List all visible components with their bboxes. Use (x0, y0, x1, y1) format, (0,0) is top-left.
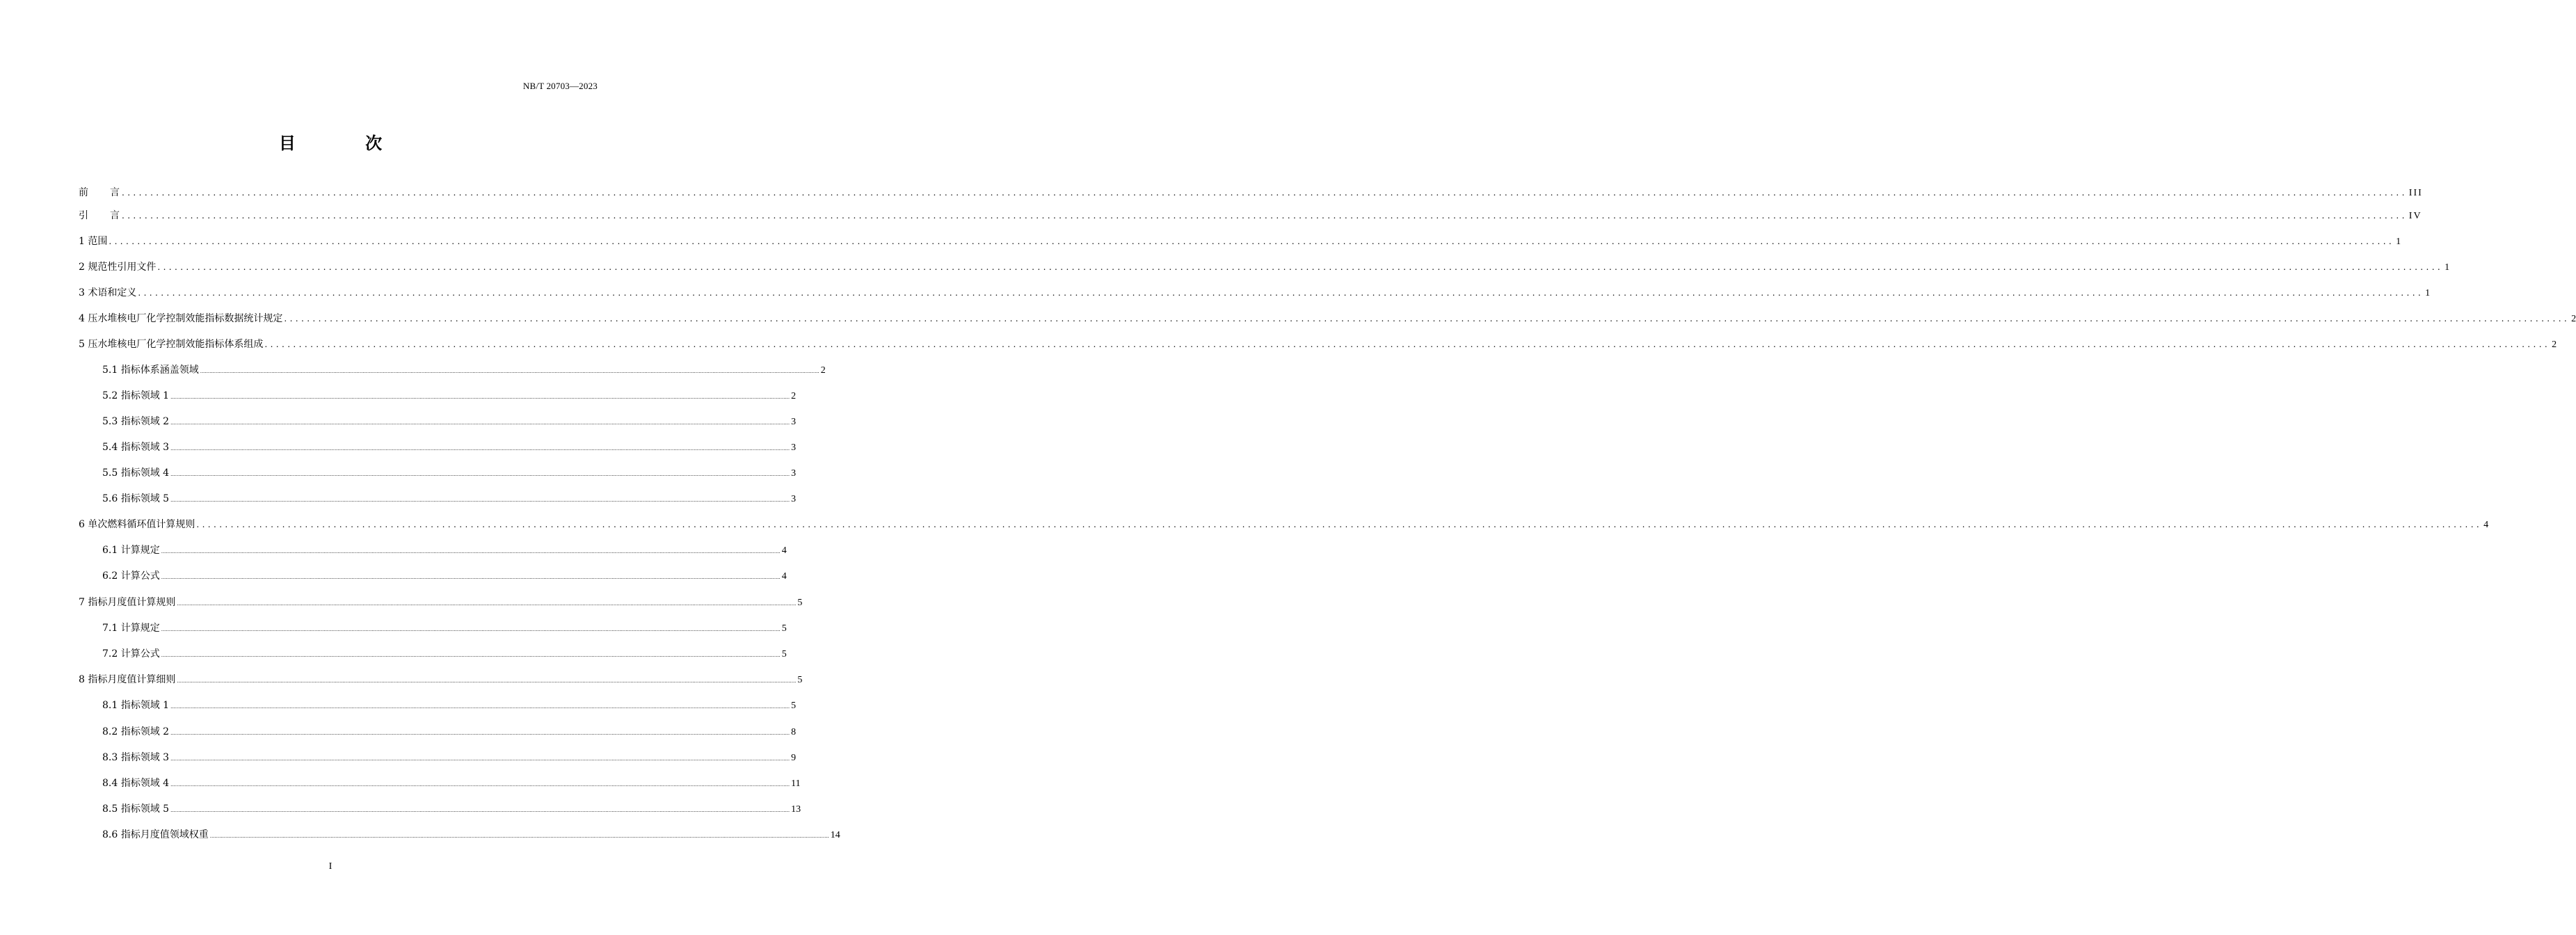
toc-dot-leader: ................................................................................................................................................................................................................................................................................................................................................................................................................ (170, 782, 790, 788)
toc-dot-leader: ................................................................................................................................................................................................................................................................................................................................................................................................................ (170, 394, 790, 400)
toc-entry[interactable] (102, 491, 797, 508)
toc-dot-leader: ................................................................................................................................................................................................................................................................................................................................................................................................................ (109, 237, 2395, 246)
toc-entry-page: 2 (820, 365, 826, 376)
toc-dot-leader: ................................................................................................................................................................................................................................................................................................................................................................................................................ (284, 314, 2570, 323)
toc-entry-page: 4 (781, 545, 787, 556)
toc-entry[interactable] (102, 750, 797, 767)
toc-entry[interactable] (79, 337, 2557, 353)
toc-entry[interactable] (102, 388, 797, 405)
toc-dot-leader: ................................................................................................................................................................................................................................................................................................................................................................................................................ (170, 730, 790, 736)
toc-entry-label: 5 压水堆核电厂化学控制效能指标体系组成 (79, 339, 264, 350)
toc-entry-label: 引 言 (79, 210, 120, 221)
toc-dot-leader: ................................................................................................................................................................................................................................................................................................................................................................................................................ (177, 678, 797, 684)
toc-entry-label: 5.4 指标领域 3 (102, 442, 170, 453)
toc-entry-label: 5.6 指标领域 5 (102, 493, 170, 504)
toc-dot-leader: ................................................................................................................................................................................................................................................................................................................................................................................................................ (170, 808, 790, 813)
toc-entry-label: 8.3 指标领域 3 (102, 752, 170, 763)
toc-entry-page: 13 (791, 804, 801, 815)
toc-dot-leader: ................................................................................................................................................................................................................................................................................................................................................................................................................ (170, 472, 790, 477)
toc-entry-label: 8.4 指标领域 4 (102, 778, 170, 789)
toc-dot-leader: ................................................................................................................................................................................................................................................................................................................................................................................................................ (161, 653, 781, 658)
toc-entry[interactable] (79, 208, 2422, 225)
toc-entry-label: 7.2 计算公式 (102, 648, 160, 660)
toc-entry-label: 5.1 指标体系涵盖领域 (102, 365, 199, 376)
toc-entry[interactable] (102, 414, 797, 431)
toc-entry[interactable] (102, 827, 840, 844)
toc-entry-label: 8.5 指标领域 5 (102, 804, 170, 815)
toc-entry-label: 8 指标月度值计算细则 (79, 674, 176, 685)
toc-dot-leader: ................................................................................................................................................................................................................................................................................................................................................................................................................ (196, 520, 2483, 529)
toc-dot-leader: ................................................................................................................................................................................................................................................................................................................................................................................................................ (157, 262, 2444, 272)
toc-entry-page: 1 (2396, 237, 2401, 247)
toc-entry[interactable] (79, 285, 2431, 302)
toc-entry-page: 5 (791, 701, 797, 711)
toc-entry[interactable] (79, 259, 2450, 276)
toc-entry-page: 3 (791, 468, 797, 479)
toc-entry[interactable] (79, 311, 2576, 328)
toc-dot-leader: ................................................................................................................................................................................................................................................................................................................................................................................................................ (161, 549, 781, 554)
toc-entry-label: 6.2 计算公式 (102, 570, 160, 582)
toc-entry-page: 2 (2552, 339, 2557, 350)
toc-entry-page: 5 (797, 675, 803, 685)
toc-entry-label: 3 术语和定义 (79, 287, 137, 298)
toc-entry-label: 2 规范性引用文件 (79, 262, 157, 273)
toc-entry[interactable] (102, 621, 787, 637)
toc-entry-label: 前 言 (79, 187, 120, 198)
toc-dot-leader: ................................................................................................................................................................................................................................................................................................................................................................................................................ (177, 601, 797, 607)
toc-dot-leader: ................................................................................................................................................................................................................................................................................................................................................................................................................ (122, 211, 2408, 221)
toc-entry-page: III (2408, 188, 2423, 198)
toc-entry[interactable] (79, 595, 803, 612)
toc-entry-page: 3 (791, 417, 797, 427)
toc-entry[interactable] (102, 698, 797, 714)
toc-dot-leader: ................................................................................................................................................................................................................................................................................................................................................................................................................ (138, 288, 2424, 298)
toc-entry-page: 2 (791, 391, 797, 401)
toc-dot-leader: ................................................................................................................................................................................................................................................................................................................................................................................................................ (264, 339, 2551, 349)
toc-entry-label: 4 压水堆核电厂化学控制效能指标数据统计规定 (79, 313, 283, 324)
toc-entry[interactable] (102, 646, 787, 663)
toc-entry-page: 1 (2445, 262, 2450, 273)
toc-entry-label: 5.3 指标领域 2 (102, 416, 170, 427)
toc-entry-page: 5 (797, 598, 803, 608)
toc-entry-label: 5.5 指标领域 4 (102, 468, 170, 479)
toc-entry[interactable] (79, 517, 2489, 534)
toc-entry[interactable] (102, 543, 787, 559)
toc-entry-page: 4 (2483, 520, 2489, 530)
toc-entry-page: 8 (791, 727, 797, 737)
toc-entry-label: 8.2 指标领域 2 (102, 726, 170, 737)
toc-entry[interactable] (102, 362, 826, 379)
toc-entry[interactable] (102, 724, 797, 741)
page-number: I (328, 861, 333, 872)
toc-entry[interactable] (102, 465, 797, 482)
toc-entry[interactable] (102, 801, 801, 818)
toc-entry-label: 5.2 指标领域 1 (102, 390, 170, 401)
toc-entry-label: 7.1 计算规定 (102, 623, 160, 634)
toc-dot-leader: ................................................................................................................................................................................................................................................................................................................................................................................................................ (161, 627, 781, 632)
toc-dot-leader: ................................................................................................................................................................................................................................................................................................................................................................................................................ (170, 446, 790, 451)
toc-entry[interactable] (102, 568, 787, 585)
toc-entry-page: 2 (2571, 314, 2576, 324)
toc-entry-page: 9 (791, 753, 797, 763)
toc-entry-page: 3 (791, 494, 797, 504)
toc-entry-label: 6.1 计算规定 (102, 545, 160, 556)
toc-entry[interactable] (79, 185, 2423, 202)
toc-entry-label: 6 单次燃料循环值计算规则 (79, 519, 195, 530)
toc-dot-leader: ................................................................................................................................................................................................................................................................................................................................................................................................................ (200, 369, 819, 374)
toc-dot-leader: ................................................................................................................................................................................................................................................................................................................................................................................................................ (122, 188, 2408, 198)
toc-entry[interactable] (102, 440, 797, 456)
toc-entry-label: 1 范围 (79, 236, 108, 247)
toc-entry-page: 5 (781, 649, 787, 660)
toc-entry-label: 8.1 指标领域 1 (102, 700, 170, 711)
toc-entry[interactable] (79, 234, 2401, 250)
toc-entry-label: 7 指标月度值计算规则 (79, 597, 176, 608)
toc-dot-leader: ................................................................................................................................................................................................................................................................................................................................................................................................................ (209, 833, 829, 839)
document-number: NB/T 20703—2023 (522, 81, 598, 91)
page-title: 目 次 (278, 134, 415, 153)
toc-dot-leader: ................................................................................................................................................................................................................................................................................................................................................................................................................ (170, 497, 790, 503)
toc-entry-page: 1 (2425, 288, 2431, 298)
toc-entry-page: 11 (791, 778, 801, 789)
toc-entry-page: 5 (781, 623, 787, 634)
toc-dot-leader: ................................................................................................................................................................................................................................................................................................................................................................................................................ (170, 420, 790, 426)
toc-entry[interactable] (79, 672, 803, 689)
toc-entry-page: 3 (791, 442, 797, 453)
toc-dot-leader: ................................................................................................................................................................................................................................................................................................................................................................................................................ (170, 704, 790, 710)
toc-entry-page: 14 (830, 830, 840, 840)
toc-entry[interactable] (102, 776, 801, 792)
toc-dot-leader: ................................................................................................................................................................................................................................................................................................................................................................................................................ (170, 756, 790, 762)
toc-entry-page: 4 (781, 571, 787, 582)
toc-dot-leader: ................................................................................................................................................................................................................................................................................................................................................................................................................ (161, 575, 781, 580)
toc-entry-page: IV (2408, 211, 2422, 221)
toc-entry-label: 8.6 指标月度值领域权重 (102, 829, 209, 840)
